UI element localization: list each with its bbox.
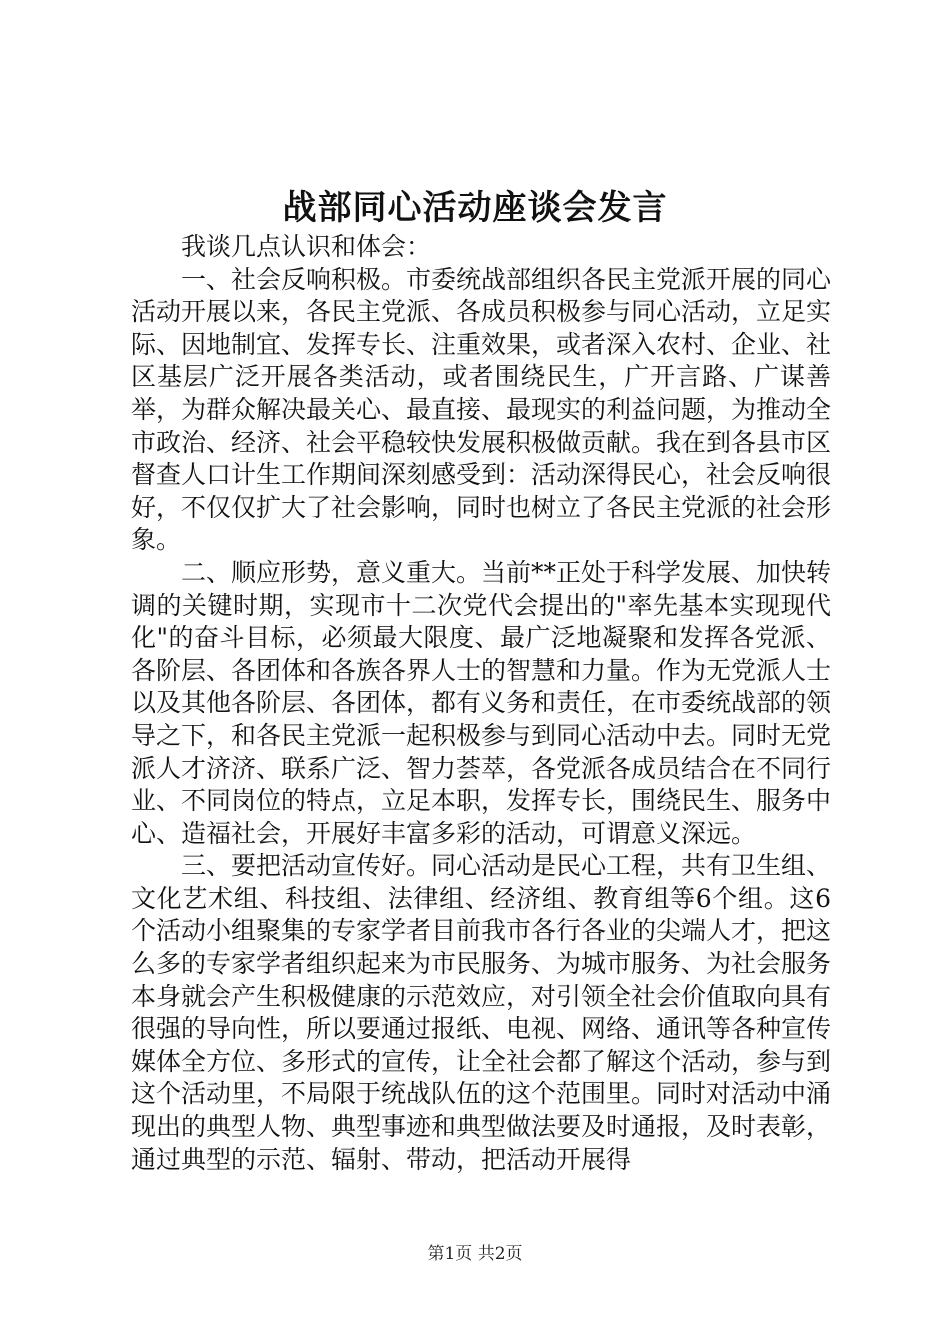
paragraph-section-2: 二、顺应形势，意义重大。当前**正处于科学发展、加快转调的关键时期，实现市十二次党代会提出的"率先基本实现现代化"的奋斗目标，必须最大限度、最广泛地凝聚和发挥各党派、各阶层、各团体和各族各界人士的智慧和力量。作为无党派人士以及其他各阶层、各团体，都有义务和责任，在市委统战部的领导之下，和各民主党派一起积极参与到同心活动中去。同时无党派人才济济、联系广泛、智力荟萃，各党派各成员结合在不同行业、不同岗位的特点，立足本职，发挥专长，围绕民生、服务中心、造福社会，开展好丰富多彩的活动，可谓意义深远。: [131, 557, 832, 848]
paragraph-intro: 我谈几点认识和体会：: [181, 232, 432, 261]
paragraph-section-1: 一、社会反响积极。市委统战部组织各民主党派开展的同心活动开展以来，各民主党派、各成员积极参与同心活动，立足实际、因地制宜、发挥专长、注重效果，或者深入农村、企业、社区基层广泛开展各类活动，或者围绕民生，广开言路、广谋善举，为群众解决最关心、最直接、最现实的利益问题，为推动全市政治、经济、社会平稳较快发展积极做贡献。我在到各县市区督查人口计生工作期间深刻感受到：活动深得民心，社会反响很好，不仅仅扩大了社会影响，同时也树立了各民主党派的社会形象。: [131, 264, 832, 555]
paragraph-section-3: 三、要把活动宣传好。同心活动是民心工程，共有卫生组、文化艺术组、科技组、法律组、经济组、教育组等6个组。这6个活动小组聚集的专家学者目前我市各行各业的尖端人才，把这么多的专家学者组织起来为市民服务、为城市服务、为社会服务本身就会产生积极健康的示范效应，对引领全社会价值取向具有很强的导向性，所以要通过报纸、电视、网络、通讯等各种宣传媒体全方位、多形式的宣传，让全社会都了解这个活动，参与到这个活动里，不局限于统战队伍的这个范围里。同时对活动中涌现出的典型人物、典型事迹和典型做法要及时通报，及时表彰，通过典型的示范、辐射、带动，把活动开展得: [131, 851, 832, 1174]
document-body: [131, 231, 831, 1176]
page-number-footer: 第1页 共2页: [427, 1244, 523, 1264]
document-title: 战部同心活动座谈会发言: [282, 188, 668, 228]
